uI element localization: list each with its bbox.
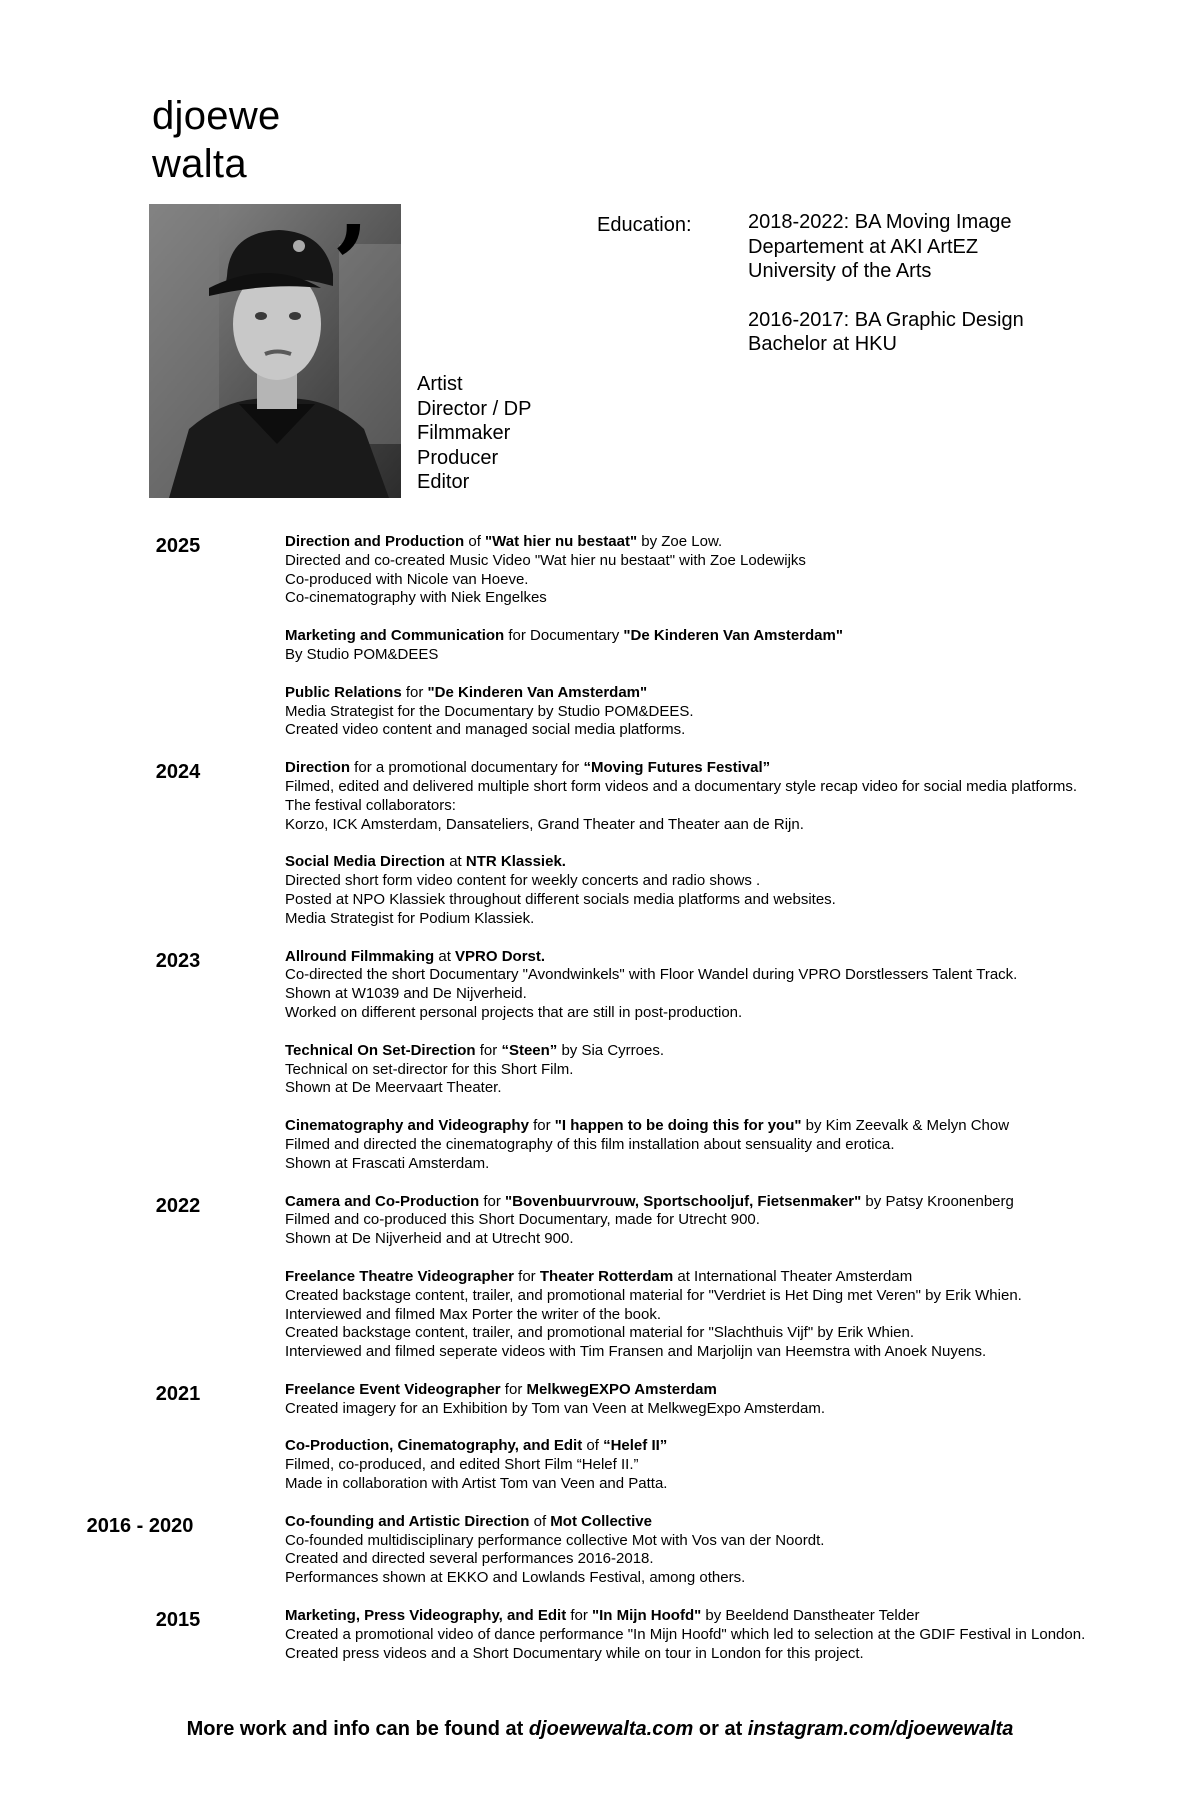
title-text: by Beeldend Danstheater Telder [701, 1607, 920, 1625]
year-label: 2015 [155, 1609, 201, 1632]
experience-item [285, 684, 1105, 740]
title-emphasis: "De Kinderen Van Amsterdam" [427, 683, 648, 701]
title-text: by Zoe Low. [637, 533, 723, 550]
title-text: for a promotional documentary for [350, 759, 584, 777]
experience-title [285, 684, 1105, 703]
experience-item [285, 627, 1105, 665]
role-item: Director / DP [417, 397, 532, 420]
comma-mark: , [336, 149, 370, 262]
experience-item [285, 1607, 1105, 1663]
education-line: 2018-2022: BA Moving Image [748, 211, 1012, 233]
experience-title [285, 853, 1105, 872]
title-text: for [528, 1117, 555, 1135]
title-emphasis: MelkwegEXPO Amsterdam [526, 1380, 717, 1398]
experience-line: Interviewed and filmed Max Porter the writer of the book. [285, 1305, 662, 1323]
title-emphasis: Direction and Production [285, 533, 465, 550]
experience-line: Co-cinematography with Niek Engelkes [285, 589, 547, 607]
title-emphasis: “Helef II” [603, 1437, 668, 1455]
year-label: 2023 [155, 949, 201, 972]
year-label: 2025 [155, 535, 201, 557]
title-emphasis: "De Kinderen Van Amsterdam" [623, 627, 843, 645]
experience-title [285, 1268, 1105, 1287]
experience-line: By Studio POM&DEES [285, 645, 439, 663]
experience-title [285, 533, 1105, 552]
experience-line: Created backstage content, trailer, and promotional material for "Slachthuis Vijf" by Erik Whien. [285, 1324, 915, 1342]
experience-line: Performances shown at EKKO and Lowlands Festival, among others. [285, 1569, 746, 1587]
role-item: Editor [417, 471, 470, 493]
experience-line: Interviewed and filmed seperate videos with Tim Fransen and Marjolijn van Heemstra with Anoek Nuyens. [285, 1343, 987, 1361]
title-emphasis: Direction [285, 759, 351, 777]
experience-line: Created backstage content, trailer, and promotional material for "Verdriet is Het Ding met Veren" by Erik Whien. [285, 1286, 1022, 1304]
title-emphasis: NTR Klassiek. [465, 853, 566, 871]
education-line: Bachelor at HKU [748, 333, 897, 355]
experience-line: Co-produced with Nicole van Hoeve. [285, 570, 529, 588]
title-emphasis: Marketing, Press Videography, and Edit [285, 1607, 567, 1625]
title-emphasis: VPRO Dorst. [455, 947, 546, 965]
title-emphasis: Freelance Theatre Videographer [285, 1267, 514, 1285]
experience-line: Created video content and managed social media platforms. [285, 721, 686, 739]
experience-item [285, 1117, 1105, 1173]
experience-title [285, 1042, 1105, 1061]
title-text: by Kim Zeevalk & Melyn Chow [801, 1117, 1010, 1135]
experience-line: Created a promotional video of dance performance "In Mijn Hoofd" which led to selection at the GDIF Festival in London. Created press videos and a Short Documentary while on tour in London for this project. [285, 1625, 1086, 1662]
experience-title [285, 1193, 1105, 1212]
title-text: for [475, 1041, 502, 1059]
experience-line: Shown at W1039 and De Nijverheid. [285, 985, 527, 1003]
year-label: 2022 [155, 1194, 201, 1217]
experience-title [285, 759, 1105, 778]
experience-line: Filmed and directed the cinematography of this film installation about sensuality and erotica. [285, 1135, 895, 1153]
role-item: Filmmaker [417, 422, 511, 444]
title-text: at [445, 853, 466, 871]
title-emphasis: Freelance Event Videographer [285, 1380, 501, 1398]
title-emphasis: “Moving Futures Festival” [583, 759, 771, 777]
name-last: walta [152, 142, 247, 186]
education-line: Departement at AKI ArtEZ [748, 235, 979, 258]
year-label: 2024 [155, 761, 201, 784]
title-text: by Patsy Kroonenberg [861, 1192, 1014, 1210]
title-text: for [566, 1607, 593, 1625]
education-list [748, 210, 1024, 381]
title-text: of [464, 533, 486, 550]
title-emphasis: Co-founding and Artistic Direction [285, 1512, 530, 1530]
experience-item [285, 759, 1105, 834]
title-emphasis: Camera and Co-Production [285, 1192, 480, 1210]
experience-line: Co-directed the short Documentary "Avondwinkels" with Floor Wandel during VPRO Dorstlessers Talent Track. [285, 966, 1018, 984]
title-emphasis: "Bovenbuurvrouw, Sportschooljuf, Fietsenmaker" [505, 1192, 862, 1210]
experience-line: Directed and co-created Music Video "Wat hier nu bestaat" with Zoe Lodewijks [285, 551, 806, 569]
title-emphasis: Cinematography and Videography [285, 1117, 529, 1135]
role-item: Producer [417, 446, 499, 469]
title-text: for Documentary [504, 627, 624, 645]
title-text: of [582, 1437, 604, 1455]
year-block [0, 1607, 1200, 1663]
name-first: djoewe [152, 94, 281, 138]
experience-item [285, 1268, 1105, 1362]
year-block [0, 1513, 1200, 1588]
instagram-link[interactable]: instagram.com/djoewewalta [747, 1718, 1014, 1740]
year-block [0, 948, 1200, 1174]
experience-item [285, 1513, 1105, 1588]
experience-title [285, 1117, 1105, 1136]
year-block [0, 1193, 1200, 1362]
experience-item [285, 533, 1105, 608]
education-entry [748, 210, 1024, 284]
title-emphasis: Co-Production, Cinematography, and Edit [285, 1437, 583, 1455]
experience-item [285, 1381, 1105, 1419]
title-emphasis: Public Relations [285, 683, 402, 701]
experience-line: Shown at De Meervaart Theater. [285, 1079, 502, 1097]
title-text: for [500, 1380, 527, 1398]
experience-item [285, 853, 1105, 928]
experience-line: Media Strategist for the Documentary by Studio POM&DEES. [285, 702, 694, 720]
year-label: 2021 [155, 1382, 201, 1405]
role-item: Artist [417, 373, 463, 395]
education-entry [748, 308, 1024, 357]
experience-line: Filmed, edited and delivered multiple short form videos and a documentary style recap video for social media platforms. The festival collaborators: [285, 777, 1078, 814]
title-emphasis: Technical On Set-Direction [285, 1041, 476, 1059]
experience-item [285, 948, 1105, 1023]
footer-prefix: More work and info can be found at [186, 1718, 529, 1740]
year-block [0, 533, 1200, 740]
title-emphasis: Marketing and Communication [285, 627, 505, 645]
experience-title [285, 1513, 1105, 1532]
website-link[interactable]: djoewewalta.com [528, 1718, 694, 1740]
year-label: 2016 - 2020 [86, 1514, 194, 1537]
experience-timeline [0, 533, 1200, 1682]
experience-line: Posted at NPO Klassiek throughout different socials media platforms and websites. [285, 890, 836, 908]
experience-line: Directed short form video content for weekly concerts and radio shows . [285, 872, 761, 890]
experience-line: Created and directed several performances 2016-2018. [285, 1550, 654, 1568]
experience-title [285, 1607, 1105, 1626]
title-text: for [401, 683, 428, 701]
experience-item [285, 1042, 1105, 1098]
education-line: 2016-2017: BA Graphic Design [748, 308, 1024, 331]
experience-title [285, 1381, 1105, 1400]
name-heading [152, 92, 281, 188]
title-text: for [479, 1192, 506, 1210]
experience-line: Korzo, ICK Amsterdam, Dansateliers, Grand Theater and Theater aan de Rijn. [285, 815, 804, 833]
experience-title [285, 627, 1105, 646]
experience-title [285, 1437, 1105, 1456]
title-text: by Sia Cyrroes. [557, 1041, 664, 1059]
experience-line: Co-founded multidisciplinary performance collective Mot with Vos van der Noordt. [285, 1531, 825, 1549]
year-block [0, 1381, 1200, 1494]
title-emphasis: Social Media Direction [285, 853, 446, 871]
title-emphasis: "In Mijn Hoofd" [592, 1607, 702, 1625]
experience-line: Media Strategist for Podium Klassiek. [285, 909, 535, 927]
footer-middle: or at [693, 1718, 748, 1740]
footer-note [0, 1716, 1200, 1742]
experience-line: Technical on set-director for this Short Film. [285, 1060, 574, 1078]
title-emphasis: Theater Rotterdam [539, 1267, 674, 1285]
title-emphasis: "I happen to be doing this for you" [554, 1117, 802, 1135]
experience-item [285, 1193, 1105, 1249]
experience-title [285, 948, 1105, 967]
title-emphasis: “Steen” [501, 1041, 558, 1059]
title-emphasis: Allround Filmmaking [285, 947, 435, 965]
experience-line: Worked on different personal projects that are still in post-production. [285, 1003, 743, 1021]
title-text: for [513, 1267, 540, 1285]
title-text: of [529, 1512, 551, 1530]
education-label: Education: [597, 214, 692, 236]
experience-line: Created imagery for an Exhibition by Tom van Veen at MelkwegExpo Amsterdam. [285, 1399, 825, 1417]
experience-line: Filmed and co-produced this Short Documentary, made for Utrecht 900. [285, 1211, 760, 1229]
experience-line: Shown at Frascati Amsterdam. [285, 1154, 490, 1172]
title-emphasis: Mot Collective [550, 1512, 652, 1530]
title-text: at [434, 947, 456, 965]
year-block [0, 759, 1200, 928]
experience-line: Made in collaboration with Artist Tom van Veen and Patta. [285, 1475, 668, 1493]
title-text: at International Theater Amsterdam [673, 1267, 913, 1285]
experience-line: Filmed, co-produced, and edited Short Film “Helef II.” [285, 1456, 639, 1474]
roles-list [417, 372, 531, 495]
experience-line: Shown at De Nijverheid and at Utrecht 900. [285, 1230, 574, 1248]
experience-item [285, 1437, 1105, 1493]
title-emphasis: "Wat hier nu bestaat" [485, 533, 638, 550]
education-line: University of the Arts [748, 260, 932, 282]
